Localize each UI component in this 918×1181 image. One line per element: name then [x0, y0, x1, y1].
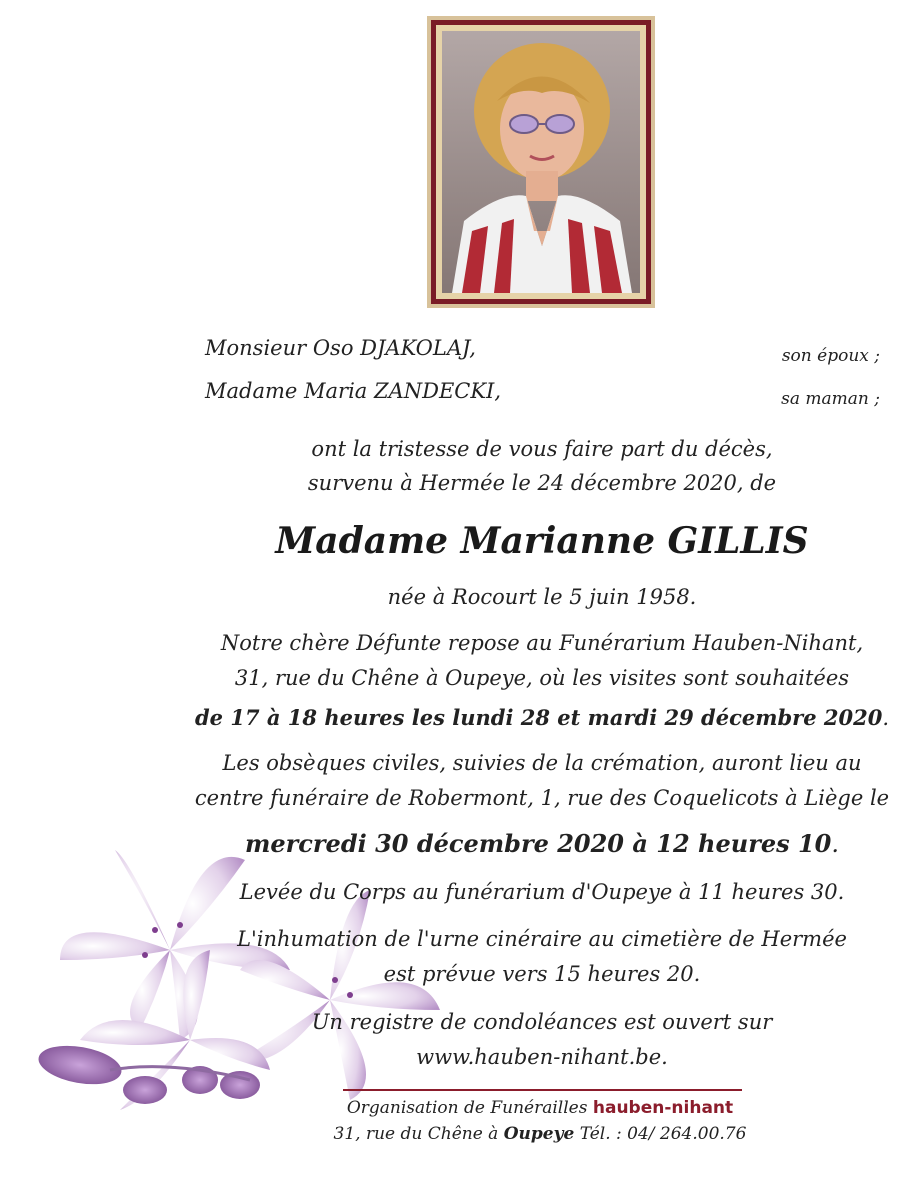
footer-org-label: Organisation de Funérailles: [346, 1098, 588, 1118]
registry-url[interactable]: www.hauben-nihant.be.: [416, 1045, 668, 1069]
inhumation-line-1: L'inhumation de l'urne cinéraire au cimetière de Hermée: [237, 927, 847, 951]
footer-address-city: Oupeye: [503, 1124, 575, 1144]
announcement-line-1: ont la tristesse de vous faire part du décès,: [311, 437, 773, 461]
announcement-line-2: survenu à Hermée le 24 décembre 2020, de: [307, 471, 777, 495]
ceremony-date: mercredi 30 décembre 2020 à 12 heures 10.: [244, 829, 840, 858]
footer-address-prefix: 31, rue du Chêne à: [333, 1124, 499, 1144]
footer-phone: Tél. : 04/ 264.00.76: [579, 1124, 747, 1144]
portrait-frame: [427, 16, 655, 308]
family-member-1-name: Monsieur Oso DJAKOLAJ,: [205, 336, 476, 360]
ceremony-line-2: centre funéraire de Robermont, 1, rue des Coquelicots à Liège le: [194, 786, 890, 810]
rest-line-1: Notre chère Défunte repose au Funérarium Hauben-Nihant,: [220, 631, 864, 655]
footer-address: [300, 1124, 780, 1144]
levee-info: Levée du Corps au funérarium d'Oupeye à 11 heures 30.: [239, 880, 845, 904]
registry-line-1: Un registre de condoléances est ouvert sur: [311, 1010, 773, 1034]
footer-organisation: [300, 1098, 780, 1118]
visit-times: de 17 à 18 heures les lundi 28 et mardi 29 décembre 2020.: [194, 705, 890, 730]
deceased-name: Madame Marianne GILLIS: [275, 520, 809, 562]
family-member-1-relation: son époux ;: [781, 346, 880, 366]
family-member-2-name: Madame Maria ZANDECKI,: [205, 379, 501, 403]
footer-divider: [343, 1089, 742, 1091]
family-member-2-relation: sa maman ;: [781, 389, 880, 409]
visit-times-text: de 17 à 18 heures les lundi 28 et mardi 29 décembre 2020: [194, 705, 883, 730]
portrait-photo: [442, 31, 640, 293]
ceremony-line-1: Les obsèques civiles, suivies de la crémation, auront lieu au: [222, 751, 862, 775]
inhumation-line-2: est prévue vers 15 heures 20.: [383, 962, 701, 986]
birth-info: née à Rocourt le 5 juin 1958.: [387, 585, 697, 609]
rest-line-2: 31, rue du Chêne à Oupeye, où les visites sont souhaitées: [234, 666, 850, 690]
brand-logo: hauben-nihant: [592, 1098, 734, 1118]
ceremony-date-text: mercredi 30 décembre 2020 à 12 heures 10: [244, 829, 832, 858]
